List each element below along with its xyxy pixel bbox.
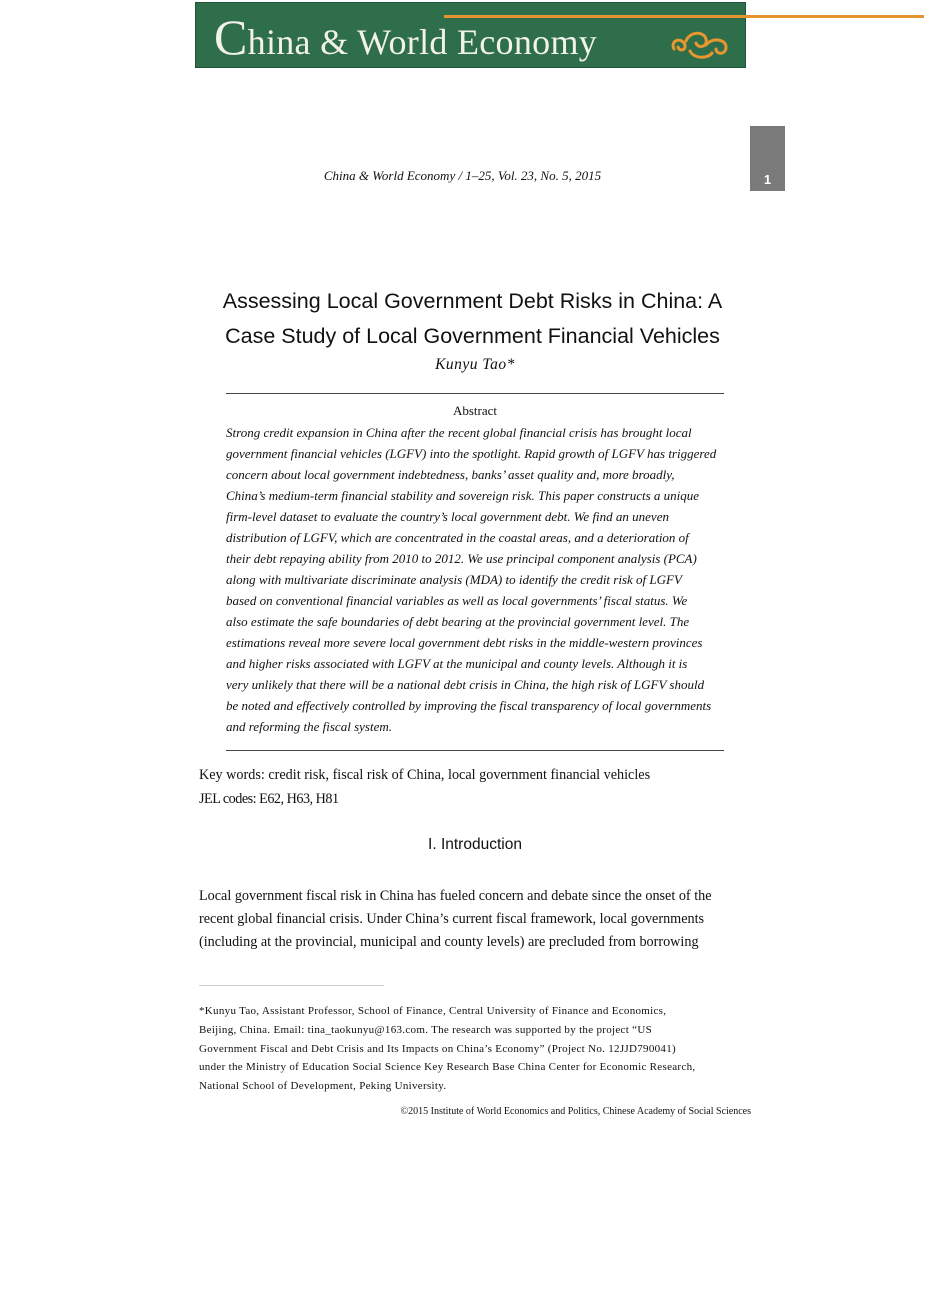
footnote-rule xyxy=(199,985,384,986)
abstract-line: along with multivariate discriminate analysis (MDA) to identify the credit risk of LGFV xyxy=(226,572,682,587)
jel-codes: JEL codes: E62, H63, H81 xyxy=(199,791,339,807)
abstract-line: based on conventional financial variables as well as local governments’ fiscal status. We xyxy=(226,593,688,608)
abstract-line: and higher risks associated with LGFV at the municipal and county levels. Although it is xyxy=(226,656,688,671)
intro-paragraph xyxy=(199,885,749,954)
banner-title-initial: C xyxy=(214,9,248,65)
footnote-line: under the Ministry of Education Social Science Key Research Base China Center for Economic Research, xyxy=(199,1061,696,1074)
abstract-line: China’s medium-term financial stability and sovereign risk. This paper constructs a unique xyxy=(226,488,700,503)
abstract-heading: Abstract xyxy=(452,403,498,418)
intro-line: (including at the provincial, municipal and county levels) are precluded from borrowing xyxy=(199,934,699,950)
footnote-line: Government Fiscal and Debt Crisis and Its Impacts on China’s Economy” (Project No. 12JJD790041) xyxy=(199,1042,676,1055)
scroll-ornament-icon xyxy=(668,27,734,63)
abstract-line: government financial vehicles (LGFV) into the spotlight. Rapid growth of LGFV has triggered xyxy=(226,446,717,461)
article-title xyxy=(180,284,765,354)
section-heading: I. Introduction xyxy=(428,836,522,853)
abstract-body xyxy=(226,422,723,737)
journal-banner xyxy=(195,2,746,68)
abstract-line: concern about local government indebtedness, banks’ asset quality and, more broadly, xyxy=(226,467,675,482)
abstract-line: be noted and effectively controlled by improving the fiscal transparency of local governments xyxy=(226,698,712,713)
journal-citation: China & World Economy / 1–25, Vol. 23, No. 5, 2015 xyxy=(323,168,602,183)
abstract-bottom-rule xyxy=(226,750,724,751)
keywords: Key words: credit risk, fiscal risk of China, local government financial vehicles xyxy=(199,767,651,783)
abstract-line: firm-level dataset to evaluate the country’s local government debt. We find an uneven xyxy=(226,509,669,524)
intro-line: Local government fiscal risk in China has fueled concern and debate since the onset of the xyxy=(199,888,712,904)
abstract-line: distribution of LGFV, which are concentrated in the coastal areas, and a deterioration of xyxy=(226,530,689,545)
footnote-line: National School of Development, Peking University. xyxy=(199,1080,447,1093)
article-title-line: Assessing Local Government Debt Risks in China: A xyxy=(222,289,723,313)
copyright-notice: ©2015 Institute of World Economics and Politics, Chinese Academy of Social Sciences xyxy=(400,1106,751,1117)
footnote xyxy=(199,1002,750,1096)
abstract-line: and reforming the fiscal system. xyxy=(226,719,392,734)
abstract-line: estimations reveal more severe local government debt risks in the middle-western provinces xyxy=(226,635,703,650)
page-number: 1 xyxy=(763,172,772,187)
author-name: Kunyu Tao* xyxy=(435,356,515,373)
footnote-line: Beijing, China. Email: tina_taokunyu@163.com. The research was supported by the project “US xyxy=(199,1023,652,1036)
abstract-top-rule xyxy=(226,393,724,394)
banner-title-rest: hina & World Economy xyxy=(247,22,598,62)
page-number-tab xyxy=(750,126,785,191)
footnote-line: *Kunyu Tao, Assistant Professor, School of Finance, Central University of Finance and Economics, xyxy=(199,1005,667,1017)
abstract-line: very unlikely that there will be a national debt crisis in China, the high risk of LGFV should xyxy=(226,677,705,692)
abstract-line: their debt repaying ability from 2010 to 2012. We use principal component analysis (PCA) xyxy=(226,551,697,566)
abstract-line: also estimate the safe boundaries of debt bearing at the provincial government level. The xyxy=(226,614,690,629)
keywords-block xyxy=(199,763,749,811)
journal-banner-title xyxy=(214,7,597,72)
article-title-line: Case Study of Local Government Financial Vehicles xyxy=(225,324,720,348)
intro-line: recent global financial crisis. Under China’s current fiscal framework, local governments xyxy=(199,911,705,927)
abstract-line: Strong credit expansion in China after the recent global financial crisis has brought local xyxy=(226,425,692,440)
